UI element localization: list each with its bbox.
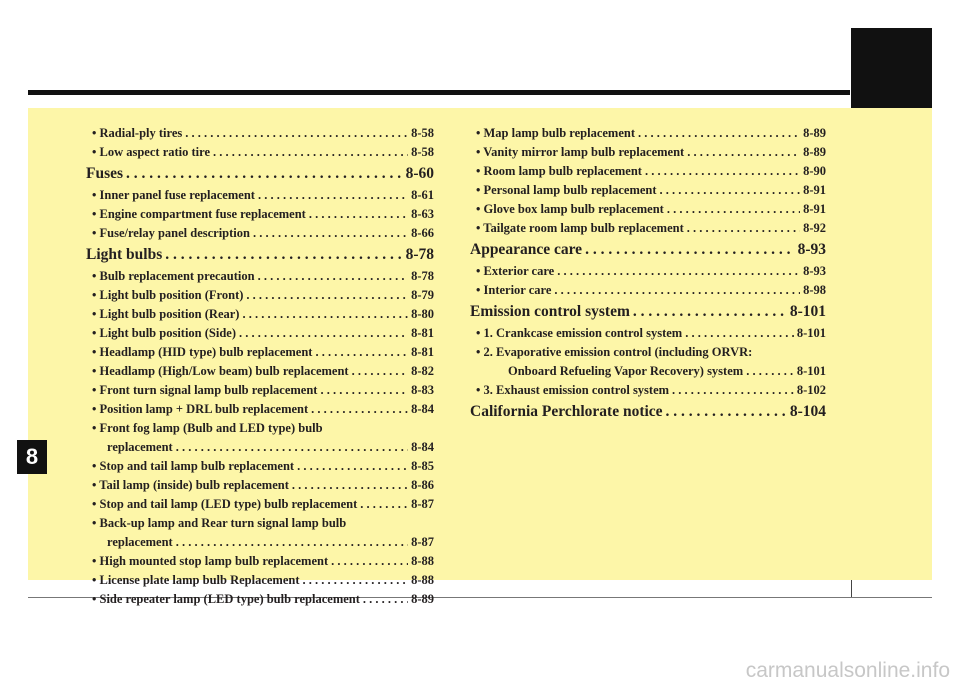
toc-page-number: 8-87 (411, 497, 434, 511)
toc-leader-dots (331, 552, 408, 571)
toc-leader-dots (303, 571, 409, 590)
toc-entry[interactable] (470, 362, 826, 381)
toc-section[interactable] (86, 243, 434, 267)
toc-entry[interactable] (86, 571, 434, 590)
toc-leader-dots (185, 124, 408, 143)
toc-leader-dots (253, 224, 408, 243)
toc-entry-line: • Back-up lamp and Rear turn signal lamp bulb (92, 516, 347, 530)
toc-leader-dots (585, 238, 795, 262)
toc-page-number: 8-89 (803, 145, 826, 159)
toc-entry-label: • Engine compartment fuse replacement (92, 207, 306, 221)
toc-leader-dots (315, 343, 408, 362)
toc-page-number: 8-88 (411, 554, 434, 568)
toc-page-number: 8-101 (796, 326, 826, 340)
toc-entry[interactable] (86, 286, 434, 305)
toc-entry[interactable] (470, 281, 826, 300)
toc-leader-dots (309, 205, 408, 224)
toc-entry-label: • License plate lamp bulb Replacement (92, 573, 300, 587)
toc-entry[interactable] (470, 181, 826, 200)
toc-leader-dots (297, 457, 408, 476)
toc-leader-dots (666, 400, 787, 424)
toc-page-number: 8-102 (796, 383, 826, 397)
toc-page-number: 8-98 (803, 283, 826, 297)
toc-entry-label: • Light bulb position (Rear) (92, 307, 240, 321)
toc-leader-dots (554, 281, 800, 300)
toc-page-number: 8-93 (797, 241, 826, 258)
toc-entry[interactable] (86, 495, 434, 514)
toc-page-number: 8-86 (411, 478, 434, 492)
toc-entry[interactable] (86, 362, 434, 381)
toc-leader-dots (311, 400, 408, 419)
toc-entry-label: • Map lamp bulb replacement (476, 126, 636, 140)
toc-page-number: 8-58 (411, 126, 434, 140)
toc-leader-dots (320, 381, 408, 400)
toc-entry[interactable] (86, 381, 434, 400)
toc-page-number: 8-78 (405, 246, 434, 263)
toc-entry-label: • Inner panel fuse replacement (92, 188, 255, 202)
toc-entry[interactable] (86, 224, 434, 243)
toc-entry[interactable] (470, 219, 826, 238)
toc-leader-dots (176, 438, 408, 457)
toc-entry[interactable] (86, 590, 434, 609)
toc-entry[interactable] (470, 162, 826, 181)
toc-page-number: 8-82 (411, 364, 434, 378)
toc-entry-label: • Personal lamp bulb replacement (476, 183, 657, 197)
toc-entry[interactable] (86, 124, 434, 143)
toc-page-number: 8-92 (803, 221, 826, 235)
toc-leader-dots (667, 200, 800, 219)
toc-section[interactable] (86, 162, 434, 186)
toc-right-column (470, 124, 826, 424)
toc-leader-dots (687, 219, 800, 238)
toc-entry-label: Fuses (86, 165, 124, 182)
toc-entry-label: • 1. Crankcase emission control system (476, 326, 683, 340)
toc-page-number: 8-84 (411, 402, 434, 416)
toc-page-number: 8-89 (411, 592, 434, 606)
toc-entry-line: • 2. Evaporative emission control (including ORVR: (476, 345, 753, 359)
toc-page-number: 8-63 (411, 207, 434, 221)
toc-page-number: 8-88 (411, 573, 434, 587)
toc-entry-label: Onboard Refueling Vapor Recovery) system (508, 364, 744, 378)
toc-page-number: 8-85 (411, 459, 434, 473)
toc-entry[interactable] (86, 533, 434, 552)
toc-leader-dots (213, 143, 408, 162)
toc-page-number: 8-87 (411, 535, 434, 549)
toc-entry-label: • Bulb replacement precaution (92, 269, 255, 283)
toc-leader-dots (746, 362, 794, 381)
chapter-tab-block (851, 28, 932, 108)
toc-section[interactable] (470, 238, 826, 262)
toc-page-number: 8-101 (789, 303, 826, 320)
toc-entry-label: • Tail lamp (inside) bulb replacement (92, 478, 289, 492)
toc-entry[interactable] (86, 400, 434, 419)
toc-entry[interactable] (86, 476, 434, 495)
toc-entry-label: • Position lamp + DRL bulb replacement (92, 402, 309, 416)
toc-entry-label: • Light bulb position (Side) (92, 326, 237, 340)
toc-entry[interactable] (86, 205, 434, 224)
toc-page-number: 8-80 (411, 307, 434, 321)
toc-entry-label: • Side repeater lamp (LED type) bulb replacement (92, 592, 360, 606)
toc-page-number: 8-83 (411, 383, 434, 397)
toc-page-number: 8-79 (411, 288, 434, 302)
toc-page-number: 8-104 (789, 403, 826, 420)
toc-leader-dots (645, 162, 800, 181)
toc-entry-label: • Room lamp bulb replacement (476, 164, 642, 178)
toc-leader-dots (672, 381, 794, 400)
toc-leader-dots (633, 300, 787, 324)
toc-page-number: 8-81 (411, 326, 434, 340)
toc-leader-dots (638, 124, 800, 143)
toc-leader-dots (363, 590, 408, 609)
toc-entry-label: • Stop and tail lamp (LED type) bulb replacement (92, 497, 358, 511)
toc-leader-dots (258, 267, 408, 286)
toc-entry-label: • Front turn signal lamp bulb replacement (92, 383, 318, 397)
toc-entry-label: • Low aspect ratio tire (92, 145, 211, 159)
toc-leader-dots (660, 181, 801, 200)
toc-entry[interactable] (470, 124, 826, 143)
toc-page-number: 8-61 (411, 188, 434, 202)
toc-entry-label: • Exterior care (476, 264, 555, 278)
toc-leader-dots (258, 186, 408, 205)
toc-entry-label: • Headlamp (HID type) bulb replacement (92, 345, 313, 359)
toc-entry[interactable] (86, 305, 434, 324)
toc-leader-dots (352, 362, 408, 381)
toc-entry-label: • High mounted stop lamp bulb replacement (92, 554, 329, 568)
toc-entry[interactable] (86, 267, 434, 286)
toc-leader-dots (292, 476, 408, 495)
toc-entry-label: • Headlamp (High/Low beam) bulb replacement (92, 364, 349, 378)
toc-entry-label: Light bulbs (86, 246, 163, 263)
toc-entry[interactable] (470, 200, 826, 219)
toc-entry[interactable] (86, 186, 434, 205)
toc-entry[interactable] (86, 324, 434, 343)
toc-entry[interactable] (86, 343, 434, 362)
toc-entry-label: • Stop and tail lamp bulb replacement (92, 459, 295, 473)
toc-entry-label: • Vanity mirror lamp bulb replacement (476, 145, 685, 159)
toc-section[interactable] (470, 300, 826, 324)
toc-page-number: 8-90 (803, 164, 826, 178)
watermark: carmanualsonline.info (745, 659, 950, 682)
toc-entry-label: replacement (107, 535, 173, 549)
toc-page-number: 8-101 (796, 364, 826, 378)
toc-entry[interactable] (86, 143, 434, 162)
toc-leader-dots (360, 495, 408, 514)
toc-leader-dots (687, 143, 800, 162)
toc-leader-dots (242, 305, 408, 324)
header-rule (28, 90, 850, 95)
toc-entry-label: • Tailgate room lamp bulb replacement (476, 221, 684, 235)
toc-entry-label: • Light bulb position (Front) (92, 288, 244, 302)
toc-page-number: 8-91 (803, 183, 826, 197)
toc-entry[interactable] (86, 457, 434, 476)
toc-page-number: 8-93 (803, 264, 826, 278)
toc-leader-dots (165, 243, 402, 267)
toc-entry-label: replacement (107, 440, 173, 454)
toc-page-number: 8-58 (411, 145, 434, 159)
toc-entry-label: • Glove box lamp bulb replacement (476, 202, 664, 216)
toc-leader-dots (557, 262, 800, 281)
toc-page-number: 8-78 (411, 269, 434, 283)
toc-entry[interactable] (86, 438, 434, 457)
toc-entry-label: • 3. Exhaust emission control system (476, 383, 670, 397)
toc-leader-dots (176, 533, 408, 552)
toc-leader-dots (246, 286, 408, 305)
toc-left-column (86, 124, 434, 609)
toc-entry-label: • Interior care (476, 283, 552, 297)
toc-entry[interactable] (470, 262, 826, 281)
toc-entry-label: California Perchlorate notice (470, 403, 663, 420)
chapter-number-badge: 8 (17, 440, 47, 474)
toc-page-number: 8-81 (411, 345, 434, 359)
toc-entry-label: Appearance care (470, 241, 583, 258)
toc-entry-label: • Fuse/relay panel description (92, 226, 250, 240)
toc-entry[interactable] (470, 143, 826, 162)
toc-leader-dots (126, 162, 403, 186)
toc-page-number: 8-60 (405, 165, 434, 182)
toc-entry[interactable] (470, 381, 826, 400)
toc-section[interactable] (470, 400, 826, 424)
toc-leader-dots (685, 324, 794, 343)
toc-entry-label: Emission control system (470, 303, 630, 320)
toc-page-number: 8-89 (803, 126, 826, 140)
toc-page-number: 8-66 (411, 226, 434, 240)
toc-entry[interactable] (86, 552, 434, 571)
toc-page-number: 8-84 (411, 440, 434, 454)
toc-entry[interactable] (470, 324, 826, 343)
toc-entry-label: • Radial-ply tires (92, 126, 183, 140)
toc-leader-dots (239, 324, 408, 343)
toc-page-number: 8-91 (803, 202, 826, 216)
toc-entry-line: • Front fog lamp (Bulb and LED type) bulb (92, 421, 323, 435)
